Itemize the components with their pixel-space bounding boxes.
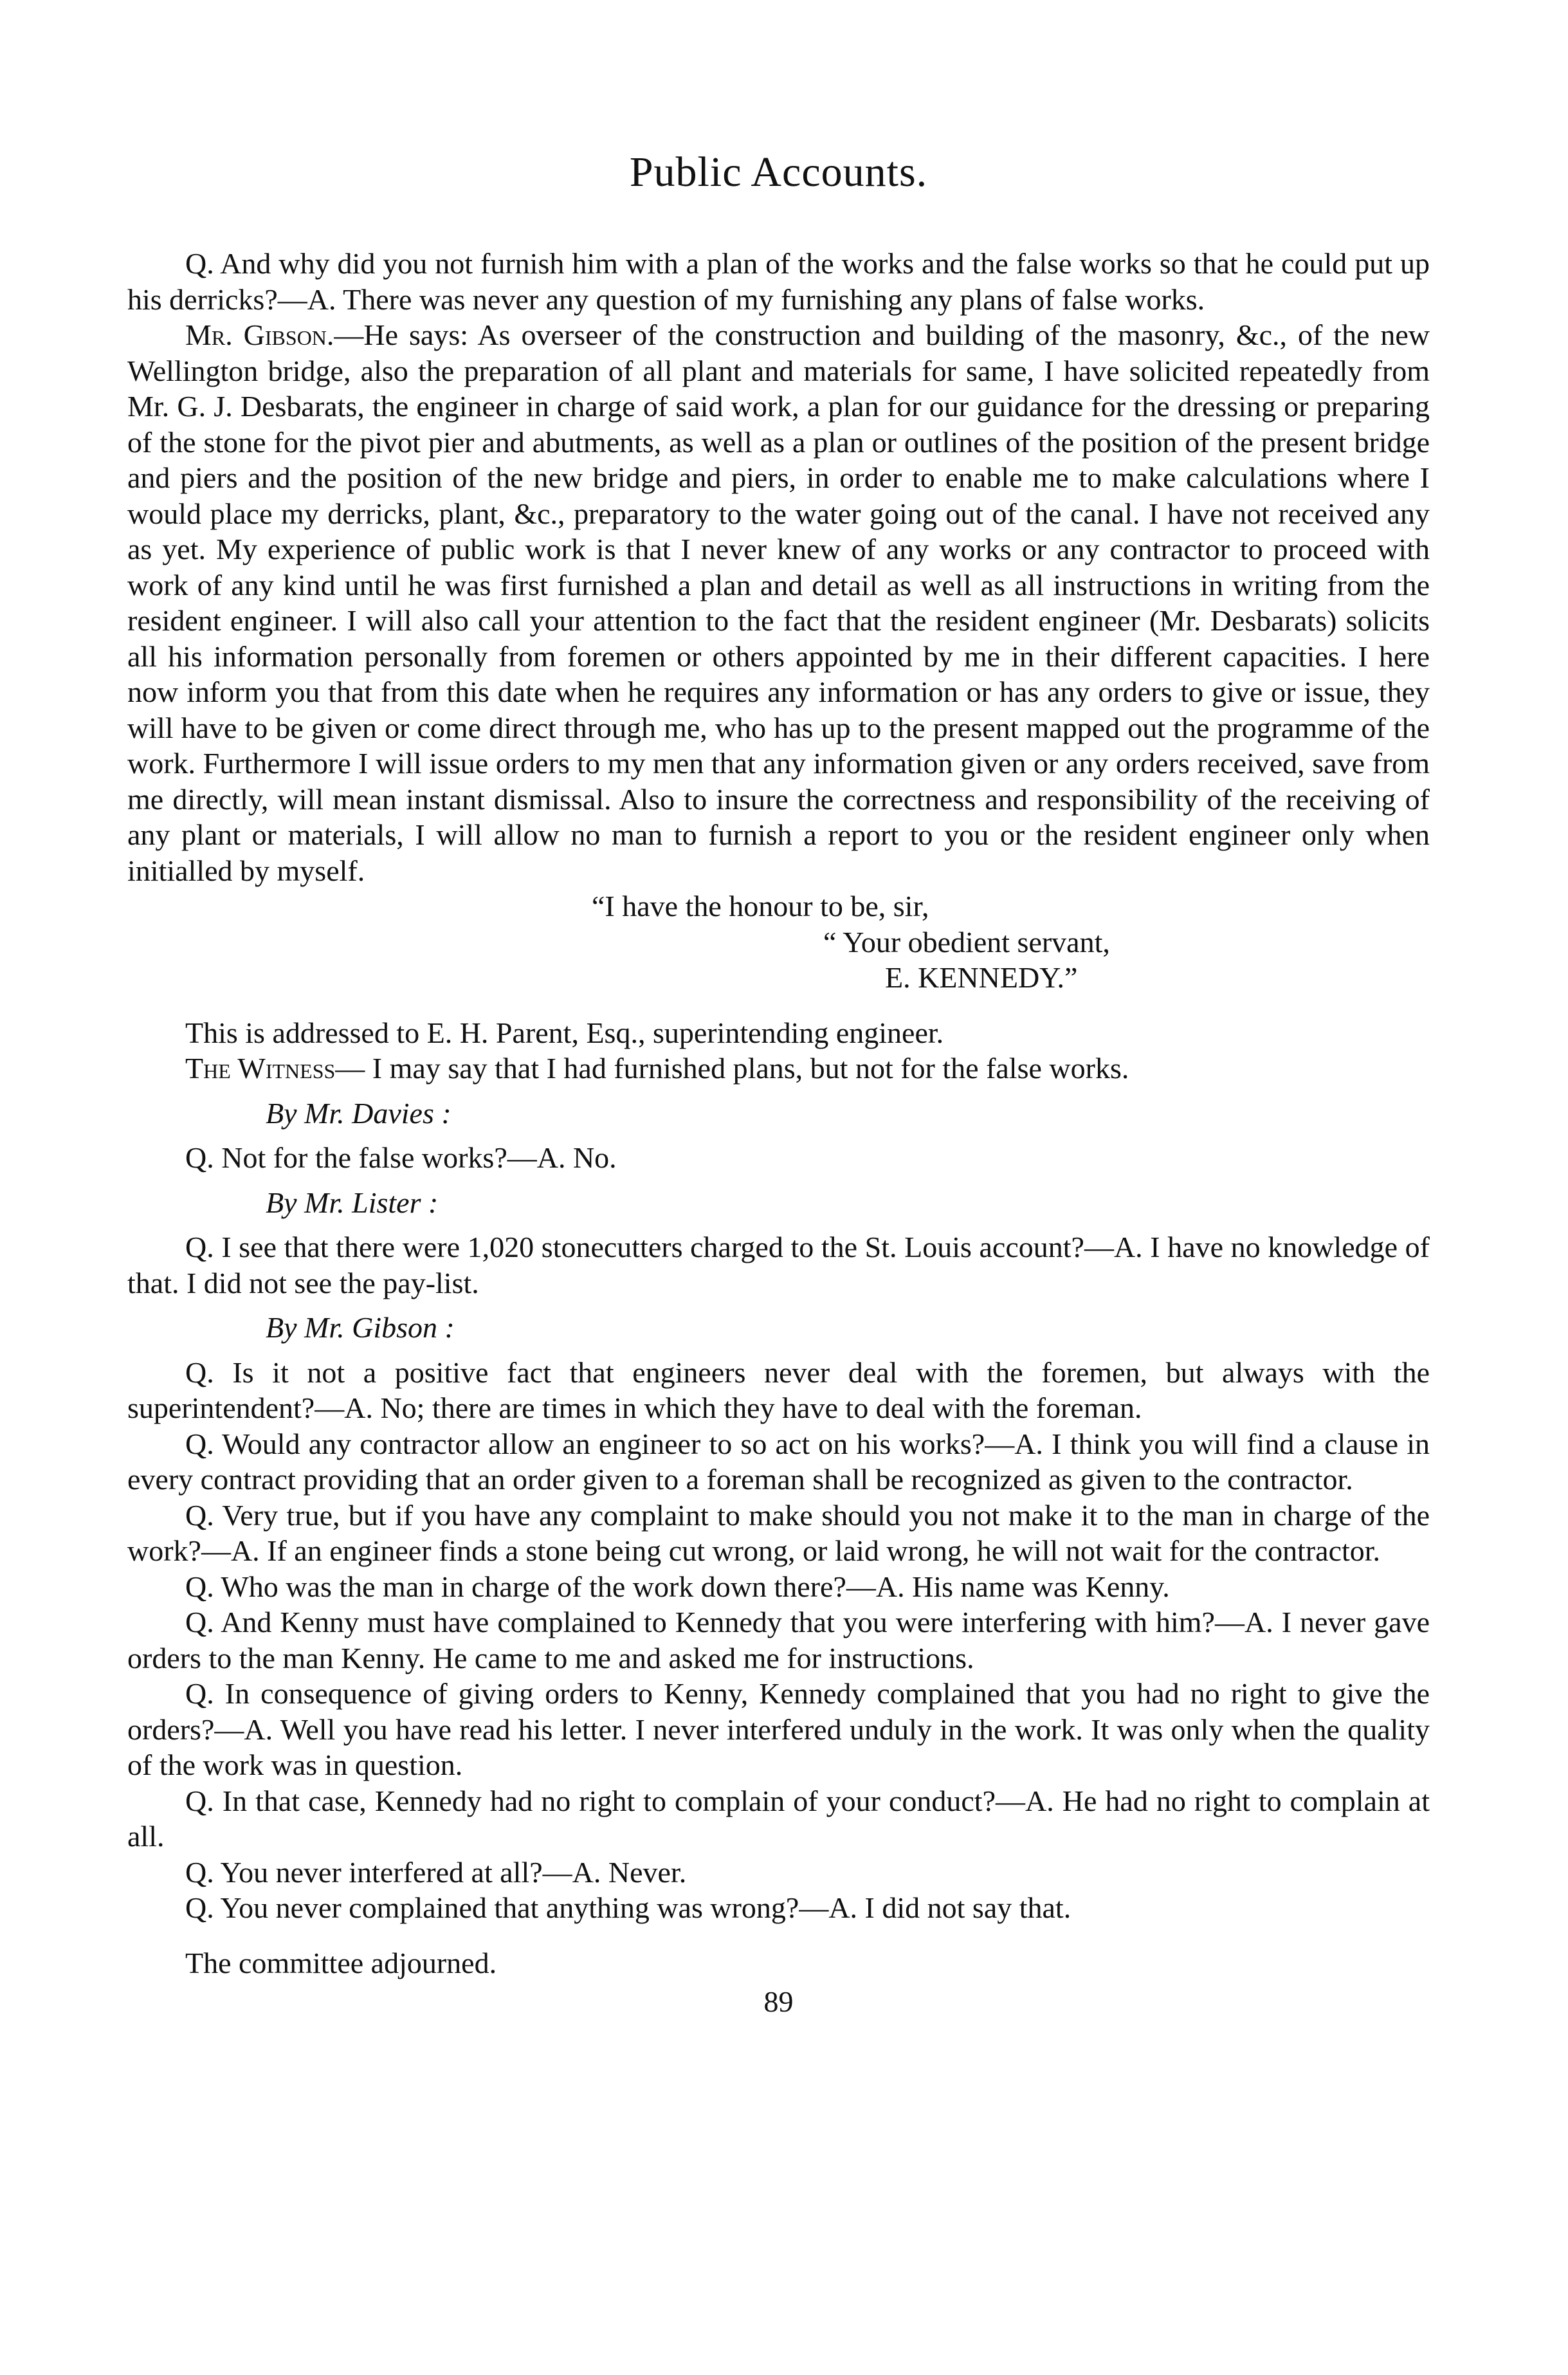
gibson-speaker: Mr. Gibson. <box>185 318 334 351</box>
gibson-letter-paragraph <box>127 317 1430 888</box>
page-number: 89 <box>763 1985 794 2018</box>
addressed-note: This is addressed to E. H. Parent, Esq., superintending engineer. <box>185 1016 944 1049</box>
qa-entry: Q. Not for the false works?—A. No. <box>185 1141 617 1174</box>
signature-line-1: “I have the honour to be, sir, <box>592 890 929 922</box>
qa-entry: Q. In consequence of giving orders to Kenny, Kennedy complained that you had no right to give the orders?—A. Well you have read his letter. I never interfered unduly in the work. It was only when the quality of the work was in question. <box>127 1677 1430 1781</box>
qa-entry: Q. I see that there were 1,020 stonecutters charged to the St. Louis account?—A. I have no knowledge of that. I did not see the pay-list. <box>127 1231 1430 1299</box>
witness-text: — I may say that I had furnished plans, but not for the false works. <box>335 1052 1129 1085</box>
witness-statement <box>127 1050 1430 1087</box>
examiner-gibson: By Mr. Gibson : <box>266 1311 455 1344</box>
qa-entry: Q. Who was the man in charge of the work down there?—A. His name was Kenny. <box>185 1570 1170 1603</box>
signature-block <box>127 888 1430 996</box>
qa-entry: Q. You never complained that anything was wrong?—A. I did not say that. <box>185 1891 1071 1924</box>
signature-line-3: E. KENNEDY.” <box>885 961 1078 994</box>
running-head: Public Accounts. <box>629 149 928 196</box>
examiner-davies: By Mr. Davies : <box>266 1096 451 1130</box>
qa-entry: Q. You never interfered at all?—A. Never. <box>185 1855 687 1889</box>
signature-line-2: “ Your obedient servant, <box>823 925 1110 958</box>
examiner-lister: By Mr. Lister : <box>266 1186 439 1219</box>
witness-speaker: The Witness <box>185 1052 336 1085</box>
closing-line: The committee adjourned. <box>185 1946 497 1979</box>
qa-entry: Q. Would any contractor allow an engineer to so act on his works?—A. I think you will find a clause in every contract providing that an order given to a foreman shall be recognized as given to the contractor. <box>127 1427 1430 1496</box>
document-page <box>127 148 1430 2019</box>
qa-entry: Q. Is it not a positive fact that engineers never deal with the foremen, but always with the superintendent?—A. No; there are times in which they have to deal with the foreman. <box>127 1355 1430 1424</box>
qa-entry: Q. And Kenny must have complained to Kennedy that you were interfering with him?—A. I never gave orders to the man Kenny. He came to me and asked me for instructions. <box>127 1606 1430 1674</box>
question-false-works: Q. And why did you not furnish him with a plan of the works and the false works so that he could put up his derricks?—A. There was never any question of my furnishing any plans of false works. <box>127 247 1430 316</box>
gibson-letter-text: —He says: As overseer of the construction and building of the masonry, &c., of the new Wellington bridge, also the preparation of all plant and materials for same, I have solicited repeatedly from Mr. G. J. Desbarats, the engineer in charge of said work, a plan for our guidance for the dressing or preparing of the stone for the pivot pier and abutments, as well as a plan or outlines of the position of the present bridge and piers and the position of the new bridge and piers, in order to enable me to make calculations where I would place my derricks, plant, &c., preparatory to the water going out of the canal. I have not received any as yet. My experience of public work is that I never knew of any works or any contractor to proceed with work of any kind until he was first furnished a plan and detail as well as all instructions in writing from the resident engineer. I will also call your attention to the fact that the resident engineer (Mr. Desbarats) solicits all his information personally from foremen or others appointed by me in their different capacities. I here now inform you that from this date when he requires any information or has any orders to give or issue, they will have to be given or come direct through me, who has up to the present mapped out the programme of the work. Furthermore I will issue orders to my men that any information given or any orders received, save from me directly, will mean instant dismissal. Also to insure the correctness and responsibility of the receiving of any plant or materials, I will allow no man to furnish a report to you or the resident engineer only when initialled by myself. <box>127 318 1430 887</box>
qa-entry: Q. In that case, Kennedy had no right to complain of your conduct?—A. He had no right to complain at all. <box>127 1784 1430 1853</box>
qa-entry: Q. Very true, but if you have any complaint to make should you not make it to the man in charge of the work?—A. If an engineer finds a stone being cut wrong, or laid wrong, he will not wait for the contractor. <box>127 1498 1430 1567</box>
